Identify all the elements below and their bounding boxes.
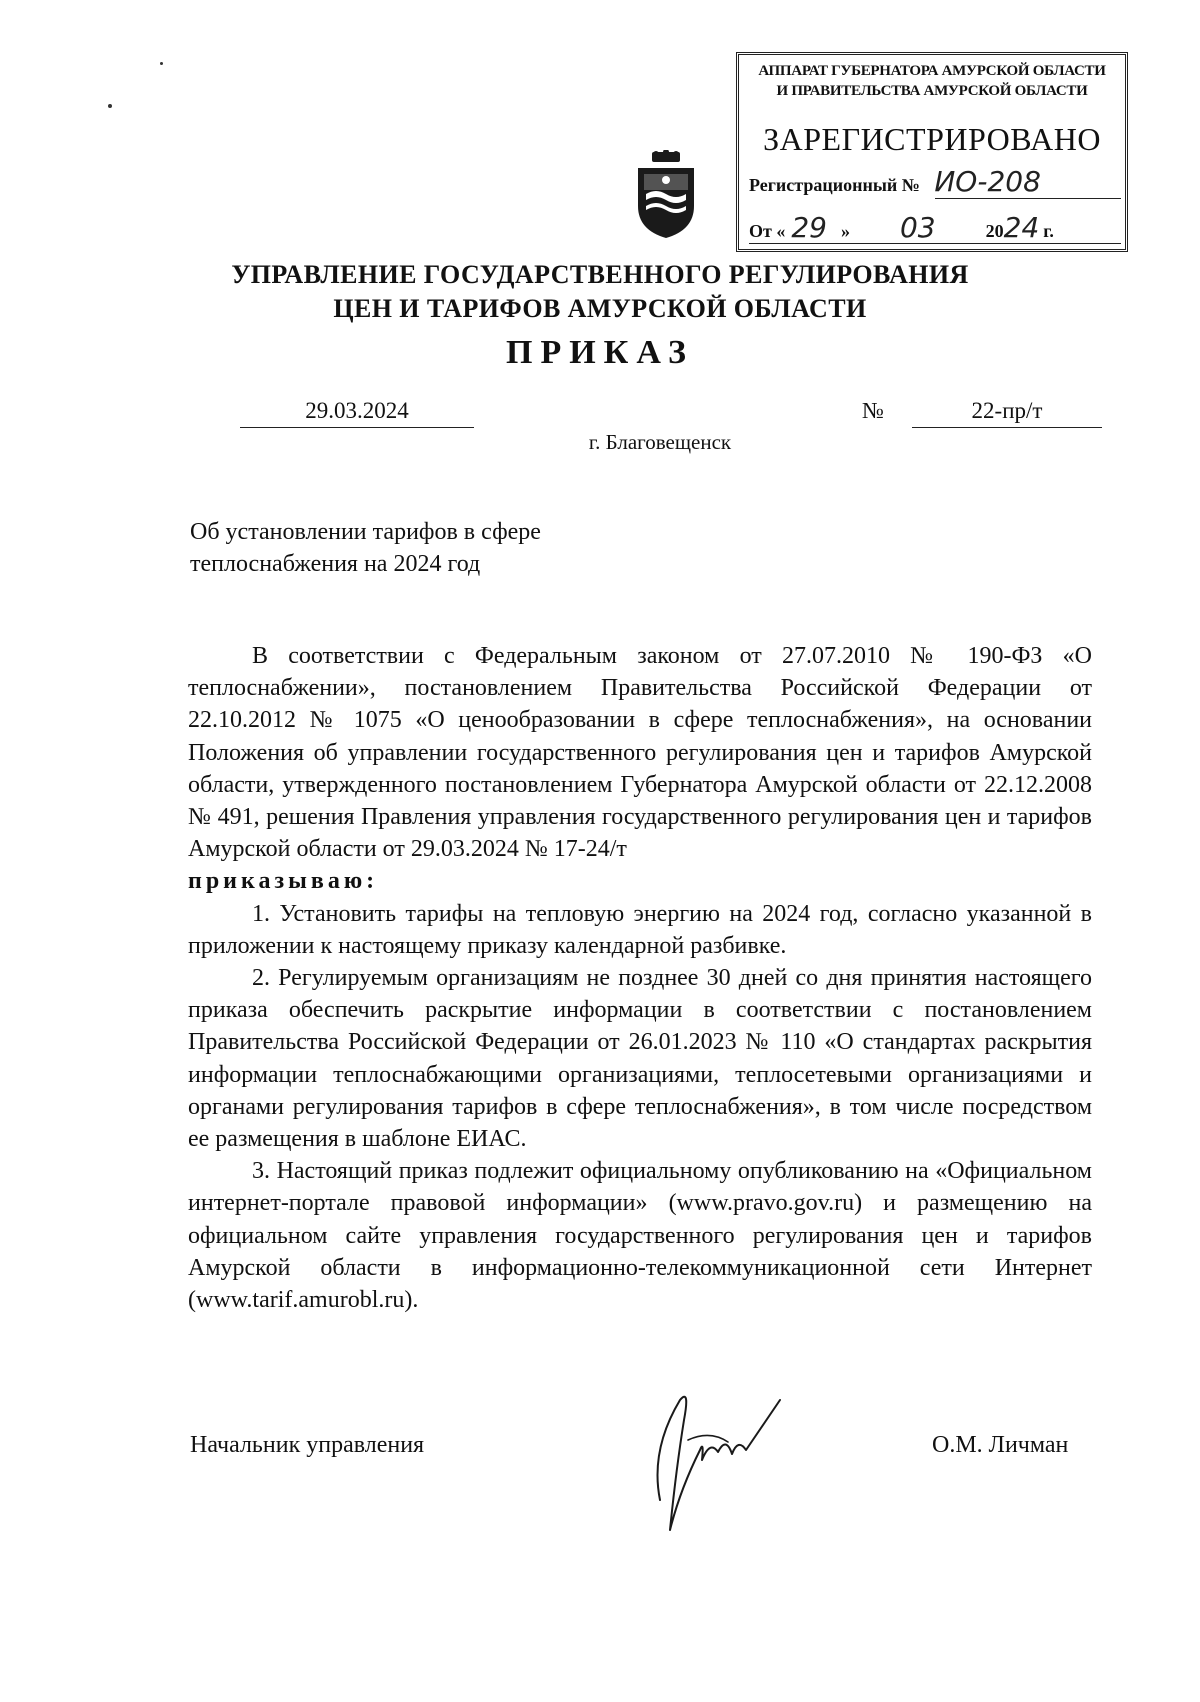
coat-of-arms-emblem <box>630 150 702 240</box>
authority-line2: ЦЕН И ТАРИФОВ АМУРСКОЙ ОБЛАСТИ <box>333 294 867 323</box>
order-date-underline <box>240 427 474 428</box>
stamp-date-year-unit: г. <box>1043 221 1054 241</box>
issuing-authority <box>0 258 1200 326</box>
stamp-date-row <box>749 211 1054 244</box>
order-item-3: 3. Настоящий приказ подлежит официальному опубликованию на «Официальном интернет-портале правовой информации» (www.pravo.gov.ru) и размещению на официальном сайте управления государственного регулирования цен и тарифов Амурской области в информационно-телекоммуникационной сети Интернет (www.tarif.amurobl.ru). <box>188 1158 1092 1314</box>
subject-line2: теплоснабжения на 2024 год <box>190 551 481 577</box>
scan-speck <box>108 104 112 108</box>
stamp-date-mid: » <box>840 221 850 241</box>
stamp-reg-underline <box>935 198 1121 199</box>
stamp-date-month: 03 <box>899 211 936 244</box>
stamp-org-line1: АППАРАТ ГУБЕРНАТОРА АМУРСКОЙ ОБЛАСТИ <box>758 63 1106 79</box>
order-word: приказываю: <box>188 868 379 895</box>
stamp-date-prefix: От « <box>749 221 786 241</box>
order-number-underline <box>912 427 1102 428</box>
stamp-status: ЗАРЕГИСТРИРОВАНО <box>763 121 1101 157</box>
order-subject <box>190 516 541 580</box>
registration-stamp <box>736 52 1128 252</box>
stamp-organization <box>739 61 1125 101</box>
stamp-date-underline <box>749 243 1121 244</box>
stamp-reg-row <box>749 165 1041 198</box>
order-body <box>188 640 1092 1316</box>
stamp-org-line2: И ПРАВИТЕЛЬСТВА АМУРСКОЙ ОБЛАСТИ <box>776 83 1088 99</box>
signatory-name: О.М. Личман <box>932 1432 1069 1458</box>
order-number: 22-пр/т <box>971 398 1043 423</box>
order-date: 29.03.2024 <box>305 398 409 423</box>
order-item-2: 2. Регулируемым организациям не позднее 30 дней со дня принятия настоящего приказа обеспечить раскрытие информации в соответствии с постановлением Правительства Российской Федерации от 26.01.2023 № 110 «О стандартах раскрытия информации теплоснабжающими организациями, теплосетевыми организациями и органами регулирования тарифов в сфере теплоснабжения», в том числе посредством ее размещения в шаблоне ЕИАС. <box>188 965 1092 1153</box>
stamp-reg-number: ИО-208 <box>934 165 1041 198</box>
stamp-date-year-suffix: 24 <box>1003 211 1040 244</box>
order-city: г. Благовещенск <box>588 430 732 454</box>
authority-line1: УПРАВЛЕНИЕ ГОСУДАРСТВЕННОГО РЕГУЛИРОВАНИЯ <box>231 260 969 289</box>
scan-speck <box>160 62 163 65</box>
stamp-date-year-prefix: 20 <box>985 221 1004 241</box>
handwritten-signature <box>640 1380 800 1540</box>
subject-line1: Об установлении тарифов в сфере <box>190 519 541 545</box>
stamp-date-day: 29 <box>791 211 827 244</box>
signatory-role: Начальник управления <box>190 1432 425 1458</box>
stamp-reg-label: Регистрационный № <box>749 175 920 195</box>
document-type: ПРИКАЗ <box>506 334 694 371</box>
order-item-1: 1. Установить тарифы на тепловую энергию на 2024 год, согласно указанной в приложении к настоящему приказу календарной разбивке. <box>188 900 1092 959</box>
order-number-sign: № <box>862 398 884 423</box>
preamble-paragraph: В соответствии с Федеральным законом от 27.07.2010 № 190-ФЗ «О теплоснабжении», постановлением Правительства Российской Федерации от 22.10.2012 № 1075 «О ценообразовании в сфере теплоснабжения», на основании Положения об управлении государственного регулирования цен и тарифов Амурской области, утвержденного постановлением Губернатора Амурской области от 22.12.2008 № 491, решения Правления управления государственного регулирования цен и тарифов Амурской области от 29.03.2024 № 17-24/т <box>188 643 1092 863</box>
